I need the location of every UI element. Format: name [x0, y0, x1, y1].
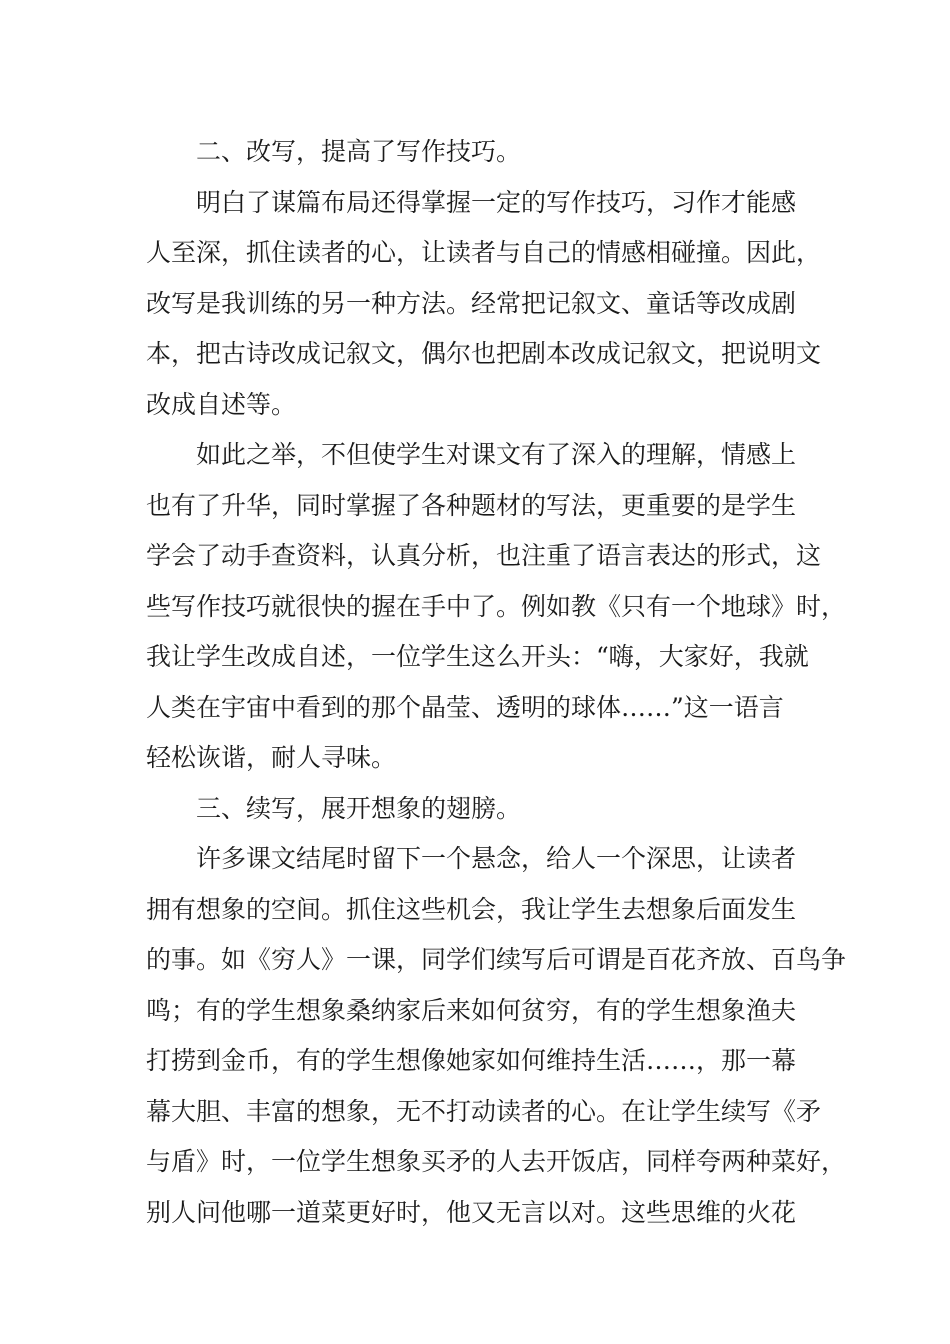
heading-rewrite: 二、改写，提高了写作技巧。: [196, 137, 522, 166]
text-line: 别人问他哪一道菜更好时，他又无言以对。这些思维的火花: [146, 1197, 797, 1227]
text-line: 如此之举，不但使学生对课文有了深入的理解，情感上: [196, 440, 797, 469]
text-line: 打捞到金币，有的学生想像她家如何维持生活……，那一幕: [146, 1046, 797, 1075]
text-line: 人类在宇宙中看到的那个晶莹、透明的球体……”这一语言: [146, 692, 784, 722]
text-line: 人至深，抓住读者的心，让读者与自己的情感相碰撞。因此，: [146, 238, 822, 267]
text-line: 鸣；有的学生想象桑纳家后来如何贫穷，有的学生想象渔夫: [146, 995, 797, 1025]
text-line: 拥有想象的空间。抓住这些机会，我让学生去想象后面发生: [146, 894, 797, 924]
text-line: 的事。如《穷人》一课，同学们续写后可谓是百花齐放、百鸟争: [146, 945, 847, 974]
text-line: 轻松诙谐，耐人寻味。: [146, 743, 397, 772]
text-line: 幕大胆、丰富的想象，无不打动读者的心。在让学生续写《矛: [146, 1096, 822, 1126]
text-line: 本，把古诗改成记叙文，偶尔也把剧本改成记叙文，把说明文: [146, 339, 822, 368]
text-line: 我让学生改成自述，一位学生这么开头：“嗨，大家好，我就: [146, 642, 809, 671]
heading-continue-writing: 三、续写，展开想象的翅膀。: [196, 793, 522, 823]
document-body: [146, 127, 847, 1238]
text-line: 改写是我训练的另一种方法。经常把记叙文、童话等改成剧: [146, 288, 797, 318]
text-line: 学会了动手查资料，认真分析，也注重了语言表达的形式，这: [146, 541, 822, 570]
text-line: 许多课文结尾时留下一个悬念，给人一个深思，让读者: [196, 844, 797, 873]
text-line: 与盾》时，一位学生想象买矛的人去开饭店，同样夸两种菜好，: [146, 1147, 847, 1176]
text-line: 改成自述等。: [146, 389, 297, 419]
text-line: 也有了升华，同时掌握了各种题材的写法，更重要的是学生: [146, 490, 797, 520]
text-line: 明白了谋篇布局还得掌握一定的写作技巧，习作才能感: [196, 187, 797, 217]
text-line: 些写作技巧就很快的握在手中了。例如教《只有一个地球》时，: [146, 591, 847, 621]
